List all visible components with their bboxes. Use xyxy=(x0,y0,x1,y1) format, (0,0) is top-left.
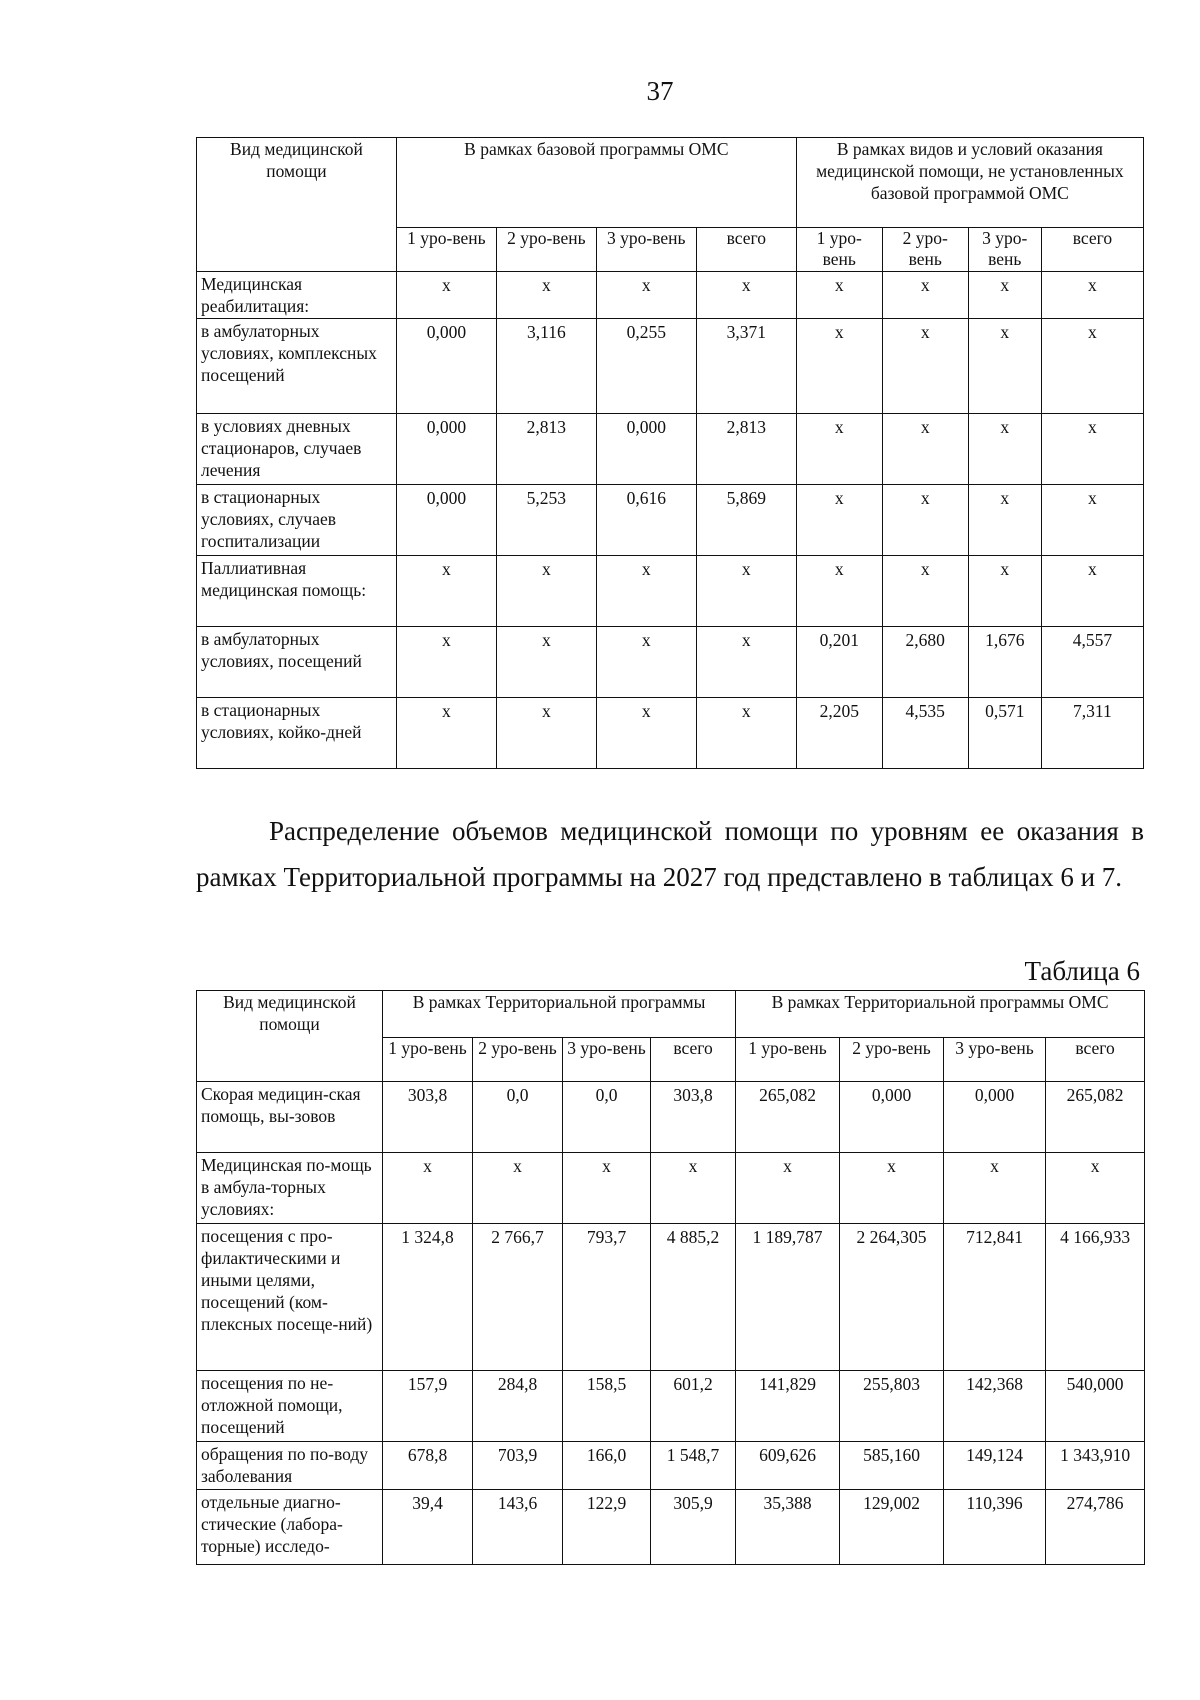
cell-value: х xyxy=(968,272,1041,319)
cell-value: 4 166,933 xyxy=(1046,1224,1145,1371)
cell-value: 609,626 xyxy=(736,1442,840,1490)
row-label: Скорая медицин-ская помощь, вы-зовов xyxy=(197,1082,383,1153)
cell-value: 2 766,7 xyxy=(473,1224,563,1371)
table-row xyxy=(197,698,1144,769)
cell-value: х xyxy=(596,272,696,319)
cell-value: х xyxy=(736,1153,840,1224)
table2-level-header: 1 уро-вень xyxy=(383,1038,473,1082)
row-label: отдельные диагно-стические (лабора-торные) исследо- xyxy=(197,1490,383,1565)
cell-value: 540,000 xyxy=(1046,1371,1145,1442)
table2-level-header: всего xyxy=(651,1038,736,1082)
cell-value: х xyxy=(651,1153,736,1224)
cell-value: 3,371 xyxy=(696,319,796,414)
cell-value: х xyxy=(496,556,596,627)
cell-value: х xyxy=(596,556,696,627)
cell-value: 141,829 xyxy=(736,1371,840,1442)
table2-header-territorial-oms: В рамках Территориальной программы ОМС xyxy=(736,991,1145,1038)
volume-table-levels xyxy=(196,137,1144,769)
table1-level-header: 2 уро-вень xyxy=(882,228,968,272)
cell-value: 585,160 xyxy=(840,1442,944,1490)
cell-value: х xyxy=(1041,272,1143,319)
cell-value: 2,813 xyxy=(496,414,596,485)
cell-value: х xyxy=(944,1153,1046,1224)
cell-value: х xyxy=(696,698,796,769)
table1-level-header: 1 уро-вень xyxy=(396,228,496,272)
cell-value: 0,0 xyxy=(473,1082,563,1153)
table1-level-header: 1 уро-вень xyxy=(796,228,882,272)
cell-value: х xyxy=(696,556,796,627)
cell-value: х xyxy=(396,556,496,627)
row-label: в амбулаторных условиях, комплексных посещений xyxy=(197,319,397,414)
row-label: в амбулаторных условиях, посещений xyxy=(197,627,397,698)
cell-value: 274,786 xyxy=(1046,1490,1145,1565)
cell-value: 129,002 xyxy=(840,1490,944,1565)
table-row xyxy=(197,556,1144,627)
table-row xyxy=(197,1082,1145,1153)
cell-value: х xyxy=(796,556,882,627)
table-row xyxy=(197,1371,1145,1442)
cell-value: 0,255 xyxy=(596,319,696,414)
page-number: 37 xyxy=(646,76,674,106)
cell-value: 265,082 xyxy=(1046,1082,1145,1153)
cell-value: 3,116 xyxy=(496,319,596,414)
cell-value: х xyxy=(496,272,596,319)
cell-value: 1 343,910 xyxy=(1046,1442,1145,1490)
cell-value: х xyxy=(796,414,882,485)
cell-value: 1,676 xyxy=(968,627,1041,698)
cell-value: 35,388 xyxy=(736,1490,840,1565)
cell-value: 157,9 xyxy=(383,1371,473,1442)
cell-value: 2 264,305 xyxy=(840,1224,944,1371)
row-label: Паллиативная медицинская помощь: xyxy=(197,556,397,627)
row-label: в стационарных условиях, случаев госпитализации xyxy=(197,485,397,556)
cell-value: 303,8 xyxy=(383,1082,473,1153)
table1-level-header: 3 уро-вень xyxy=(596,228,696,272)
cell-value: х xyxy=(882,272,968,319)
row-label: обращения по по-воду заболевания xyxy=(197,1442,383,1490)
cell-value: х xyxy=(473,1153,563,1224)
cell-value: х xyxy=(796,319,882,414)
table1-header-extra-program: В рамках видов и условий оказания медицинской помощи, не установленных базовой программой ОМС xyxy=(796,138,1143,228)
table-row xyxy=(197,485,1144,556)
table-row xyxy=(197,272,1144,319)
cell-value: х xyxy=(696,627,796,698)
cell-value: 158,5 xyxy=(563,1371,651,1442)
table2-level-header: 2 уро-вень xyxy=(840,1038,944,1082)
cell-value: 5,253 xyxy=(496,485,596,556)
cell-value: 2,813 xyxy=(696,414,796,485)
table-caption: Таблица 6 xyxy=(1024,956,1140,986)
table1-header-kind: Вид медицинской помощи xyxy=(197,138,397,272)
cell-value: х xyxy=(882,319,968,414)
cell-value: 4,557 xyxy=(1041,627,1143,698)
cell-value: 601,2 xyxy=(651,1371,736,1442)
row-label: в условиях дневных стационаров, случаев лечения xyxy=(197,414,397,485)
body-paragraph: Распределение объемов медицинской помощи по уровням ее оказания в рамках Территориальной программы на 2027 год представлено в таблицах 6 и 7. xyxy=(196,816,1144,892)
cell-value: 4,535 xyxy=(882,698,968,769)
cell-value: 0,000 xyxy=(944,1082,1046,1153)
cell-value: х xyxy=(596,627,696,698)
cell-value: х xyxy=(882,414,968,485)
table-row xyxy=(197,319,1144,414)
cell-value: х xyxy=(496,627,596,698)
table1-header-base-program: В рамках базовой программы ОМС xyxy=(396,138,796,228)
cell-value: 712,841 xyxy=(944,1224,1046,1371)
table-row xyxy=(197,1490,1145,1565)
cell-value: 0,0 xyxy=(563,1082,651,1153)
table1-level-header: всего xyxy=(1041,228,1143,272)
volume-table-6 xyxy=(196,990,1145,1565)
cell-value: х xyxy=(968,319,1041,414)
table-row xyxy=(197,1153,1145,1224)
cell-value: 0,000 xyxy=(396,414,496,485)
cell-value: х xyxy=(840,1153,944,1224)
cell-value: 703,9 xyxy=(473,1442,563,1490)
cell-value: 7,311 xyxy=(1041,698,1143,769)
cell-value: 0,201 xyxy=(796,627,882,698)
cell-value: х xyxy=(496,698,596,769)
cell-value: 678,8 xyxy=(383,1442,473,1490)
cell-value: х xyxy=(968,485,1041,556)
cell-value: 284,8 xyxy=(473,1371,563,1442)
table-row xyxy=(197,1442,1145,1490)
cell-value: 303,8 xyxy=(651,1082,736,1153)
table-row xyxy=(197,1224,1145,1371)
cell-value: х xyxy=(1046,1153,1145,1224)
cell-value: 0,000 xyxy=(396,319,496,414)
cell-value: 1 324,8 xyxy=(383,1224,473,1371)
cell-value: 0,616 xyxy=(596,485,696,556)
cell-value: 143,6 xyxy=(473,1490,563,1565)
table-row xyxy=(197,627,1144,698)
cell-value: х xyxy=(396,272,496,319)
row-label: Медицинская по-мощь в амбула-торных условиях: xyxy=(197,1153,383,1224)
cell-value: х xyxy=(596,698,696,769)
table2-level-header: 1 уро-вень xyxy=(736,1038,840,1082)
cell-value: 166,0 xyxy=(563,1442,651,1490)
row-label: посещения по не-отложной помощи, посещений xyxy=(197,1371,383,1442)
cell-value: 2,205 xyxy=(796,698,882,769)
table-row xyxy=(197,414,1144,485)
table2-level-header: 2 уро-вень xyxy=(473,1038,563,1082)
cell-value: 1 189,787 xyxy=(736,1224,840,1371)
cell-value: 2,680 xyxy=(882,627,968,698)
cell-value: х xyxy=(796,485,882,556)
cell-value: х xyxy=(796,272,882,319)
cell-value: 4 885,2 xyxy=(651,1224,736,1371)
row-label: в стационарных условиях, койко-дней xyxy=(197,698,397,769)
row-label: Медицинская реабилитация: xyxy=(197,272,397,319)
cell-value: х xyxy=(696,272,796,319)
cell-value: 39,4 xyxy=(383,1490,473,1565)
cell-value: х xyxy=(882,485,968,556)
cell-value: 305,9 xyxy=(651,1490,736,1565)
cell-value: 149,124 xyxy=(944,1442,1046,1490)
table2-header-territorial: В рамках Территориальной программы xyxy=(383,991,736,1038)
cell-value: 1 548,7 xyxy=(651,1442,736,1490)
cell-value: х xyxy=(383,1153,473,1224)
table1-level-header: 2 уро-вень xyxy=(496,228,596,272)
cell-value: 0,000 xyxy=(396,485,496,556)
cell-value: 265,082 xyxy=(736,1082,840,1153)
cell-value: х xyxy=(1041,414,1143,485)
cell-value: 0,000 xyxy=(840,1082,944,1153)
cell-value: х xyxy=(396,698,496,769)
table1-level-header: 3 уро-вень xyxy=(968,228,1041,272)
cell-value: х xyxy=(1041,319,1143,414)
table2-level-header: 3 уро-вень xyxy=(563,1038,651,1082)
cell-value: 0,000 xyxy=(596,414,696,485)
cell-value: х xyxy=(396,627,496,698)
row-label: посещения с про-филактическими и иными целями, посещений (ком-плексных посеще-ний) xyxy=(197,1224,383,1371)
cell-value: 122,9 xyxy=(563,1490,651,1565)
cell-value: х xyxy=(882,556,968,627)
cell-value: 255,803 xyxy=(840,1371,944,1442)
table2-level-header: всего xyxy=(1046,1038,1145,1082)
cell-value: х xyxy=(563,1153,651,1224)
cell-value: 5,869 xyxy=(696,485,796,556)
cell-value: 0,571 xyxy=(968,698,1041,769)
cell-value: 110,396 xyxy=(944,1490,1046,1565)
cell-value: х xyxy=(968,414,1041,485)
cell-value: х xyxy=(1041,556,1143,627)
table2-header-kind: Вид медицинской помощи xyxy=(197,991,383,1082)
cell-value: х xyxy=(1041,485,1143,556)
cell-value: 793,7 xyxy=(563,1224,651,1371)
table2-level-header: 3 уро-вень xyxy=(944,1038,1046,1082)
cell-value: 142,368 xyxy=(944,1371,1046,1442)
cell-value: х xyxy=(968,556,1041,627)
table1-level-header: всего xyxy=(696,228,796,272)
